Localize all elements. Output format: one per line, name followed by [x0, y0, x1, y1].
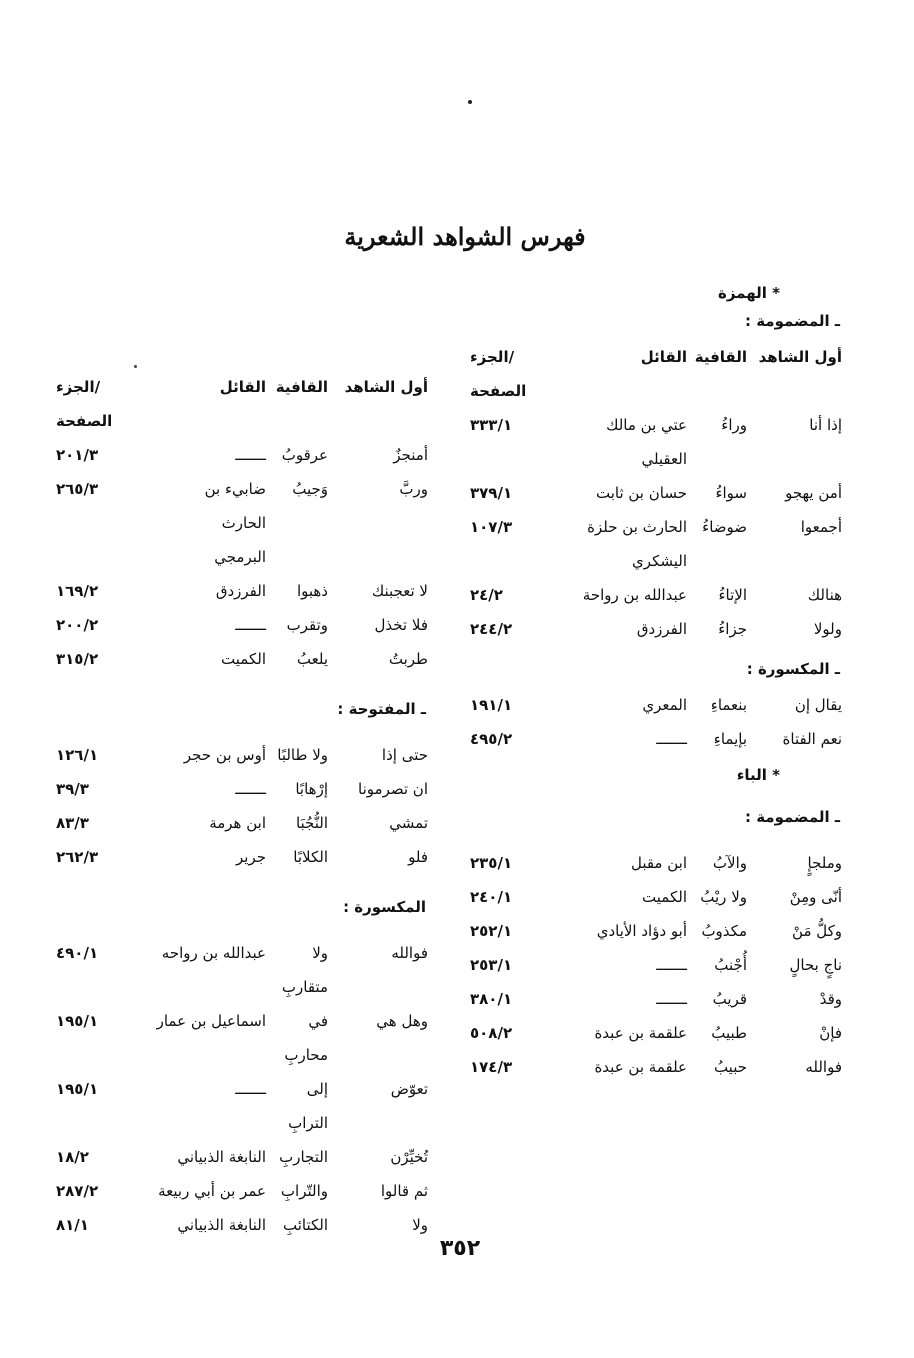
- poet-cell: جرير: [236, 848, 266, 866]
- header-vol-page: الجزء/: [470, 348, 515, 366]
- rhyme-cell: بنعماءِ: [710, 696, 747, 714]
- first-verse-cell: ناجٍ بحالٍ: [789, 956, 842, 974]
- column-headers-left-line2: [56, 404, 428, 438]
- index-row: [470, 1016, 842, 1050]
- poet-cell: الفرزدق: [215, 582, 266, 600]
- vol-page-cell: ٤٩٥/٢: [470, 730, 513, 748]
- subsection-ba-madmuma: ـ المضمومة :: [744, 808, 840, 826]
- poet-cell: علقمة بن عبدة: [594, 1058, 687, 1076]
- ba-madmuma-cont-list: [56, 438, 428, 676]
- vol-page-cell: [470, 442, 542, 476]
- poet-cell: الكميت: [642, 888, 687, 906]
- rhyme-cell: بإيماءِ: [713, 730, 747, 748]
- vol-page-cell: ١٩١/١: [470, 696, 513, 714]
- index-row: [470, 612, 842, 646]
- index-row: [56, 1072, 428, 1140]
- rhyme-cell: [266, 540, 328, 574]
- poet-cell: اسماعيل بن عمار: [156, 1012, 266, 1030]
- poet-cell: الفرزدق: [636, 620, 687, 638]
- vol-page-cell: ١٩٥/١: [56, 1012, 99, 1030]
- rhyme-cell: الإتاءُ: [718, 586, 747, 604]
- poet-cell: النابغة الذبياني: [177, 1216, 266, 1234]
- first-verse-cell: وقدْ: [819, 990, 842, 1008]
- poet-cell: أوس بن حجر: [183, 746, 266, 764]
- vol-page-cell: ٣٨٠/١: [470, 990, 513, 1008]
- index-row: [470, 914, 842, 948]
- poet-cell: ـــــــ: [235, 1080, 266, 1098]
- header-poet: القائل: [640, 348, 687, 366]
- first-verse-cell: ولولا: [813, 620, 842, 638]
- index-row: [470, 544, 842, 578]
- poet-cell: البرمجي: [214, 548, 266, 566]
- vol-page-cell: ٢٥٣/١: [470, 956, 513, 974]
- vol-page-cell: ٤٩٠/١: [56, 944, 99, 962]
- ba-madmuma-list: [470, 846, 842, 1084]
- section-hamza: * الهمزة: [718, 284, 780, 302]
- index-row: [56, 936, 428, 1004]
- ba-maftuha-list: [56, 738, 428, 874]
- poet-cell: المعري: [642, 696, 687, 714]
- rhyme-cell: [687, 544, 747, 578]
- poet-cell: ـــــــ: [656, 956, 687, 974]
- poet-cell: العقيلي: [641, 450, 687, 468]
- poet-cell: ابن هرمة: [209, 814, 266, 832]
- first-verse-cell: وهل هي: [376, 1012, 428, 1030]
- vol-page-cell: ٢٣٥/١: [470, 854, 513, 872]
- vol-page-cell: [56, 540, 126, 574]
- rhyme-cell: سواءُ: [715, 484, 747, 502]
- rhyme-cell: وتقرب: [286, 616, 328, 634]
- poet-cell: الكميت: [221, 650, 266, 668]
- header-vol-page: الجزء/: [56, 378, 101, 396]
- vol-page-cell: ١٦٩/٢: [56, 582, 99, 600]
- index-row: [56, 1208, 428, 1242]
- rhyme-cell: ذهبوا: [296, 582, 328, 600]
- index-row: [470, 476, 842, 510]
- first-verse-cell: فإنْ: [819, 1024, 842, 1042]
- rhyme-cell: حبيبُ: [713, 1058, 747, 1076]
- index-row: [470, 880, 842, 914]
- index-row: [56, 642, 428, 676]
- index-row: [470, 846, 842, 880]
- index-row: [470, 442, 842, 476]
- index-row: [470, 982, 842, 1016]
- vol-page-cell: ٢٠١/٣: [56, 446, 99, 464]
- index-row: [56, 1140, 428, 1174]
- poet-cell: عبدالله بن رواحه: [161, 944, 266, 962]
- first-verse-cell: أنّى ومِنْ: [789, 888, 842, 906]
- rhyme-cell: ولا متقاربِ: [281, 944, 328, 996]
- index-row: [470, 578, 842, 612]
- rhyme-cell: ضوضاءُ: [702, 518, 747, 536]
- poet-cell: ضابيء بن: [204, 480, 266, 498]
- first-verse-cell: فوالله: [805, 1058, 842, 1076]
- index-row: [56, 1004, 428, 1072]
- first-verse-cell: وملجإٍ: [807, 854, 842, 872]
- index-row: [470, 408, 842, 442]
- first-verse-cell: [328, 506, 428, 540]
- vol-page-cell: ٣٩/٣: [56, 780, 89, 798]
- subsection-hamza-maksura: ـ المكسورة :: [746, 660, 840, 678]
- first-verse-cell: ولا: [412, 1216, 428, 1234]
- header-rhyme: القافية: [275, 378, 328, 396]
- top-dot: [468, 100, 472, 104]
- column-headers-line2: [470, 374, 842, 408]
- header-poet: القائل: [219, 378, 266, 396]
- header-first-verse: أول الشاهد: [758, 348, 842, 366]
- poet-cell: اليشكري: [632, 552, 687, 570]
- vol-page-cell: ١٩٥/١: [56, 1080, 99, 1098]
- ba-maksura-list: [56, 936, 428, 1242]
- index-row: [56, 840, 428, 874]
- subsection-hamza-madmuma: ـ المضمومة :: [744, 312, 840, 330]
- header-rhyme: القافية: [694, 348, 747, 366]
- section-ba: * الباء: [736, 766, 780, 784]
- poet-cell: عتي بن مالك: [606, 416, 687, 434]
- index-row: [56, 608, 428, 642]
- index-row: [470, 948, 842, 982]
- rhyme-cell: وراءُ: [721, 416, 747, 434]
- rhyme-cell: والتّرابِ: [280, 1182, 328, 1200]
- column-headers: [470, 340, 842, 374]
- first-verse-cell: فلا تخذل: [374, 616, 428, 634]
- vol-page-cell: ١٢٦/١: [56, 746, 99, 764]
- poet-cell: أبو دؤاد الأيادي: [596, 922, 687, 940]
- vol-page-cell: ٢٨٧/٢: [56, 1182, 99, 1200]
- left-column: [56, 370, 428, 1242]
- rhyme-cell: عرقوبُ: [281, 446, 328, 464]
- rhyme-cell: ولا طالبًا: [277, 746, 328, 764]
- vol-page-cell: ٢٠٠/٢: [56, 616, 99, 634]
- poet-cell: الحارث: [221, 514, 266, 532]
- rhyme-cell: يلعبُ: [296, 650, 328, 668]
- poet-cell: عمر بن أبي ربيعة: [158, 1182, 266, 1200]
- poet-cell: ـــــــ: [235, 780, 266, 798]
- hamza-maksura-list: [470, 688, 842, 756]
- first-verse-cell: وربَّ: [399, 480, 428, 498]
- rhyme-cell: في محاربِ: [284, 1012, 328, 1064]
- index-row: [56, 772, 428, 806]
- vol-page-cell: ١٠٧/٣: [470, 518, 513, 536]
- rhyme-cell: الكتائبِ: [282, 1216, 328, 1234]
- poet-cell: ابن مقبل: [630, 854, 687, 872]
- column-headers-left: [56, 370, 428, 404]
- first-verse-cell: حتى إذا: [381, 746, 428, 764]
- vol-page-cell: ٢٦٢/٣: [56, 848, 99, 866]
- vol-page-cell: ٣٣٣/١: [470, 416, 513, 434]
- vol-page-cell: ٣١٥/٢: [56, 650, 99, 668]
- rhyme-cell: إرْهابًا: [295, 780, 328, 798]
- index-row: [470, 1050, 842, 1084]
- rhyme-cell: إلى الترابِ: [288, 1080, 328, 1132]
- right-column: [470, 284, 842, 1084]
- first-verse-cell: أمن يهجو: [785, 484, 842, 502]
- vol-page-cell: ٣٧٩/١: [470, 484, 513, 502]
- vol-page-cell: ٢٤٠/١: [470, 888, 513, 906]
- vol-page-cell: [56, 506, 126, 540]
- poet-cell: النابغة الذبياني: [177, 1148, 266, 1166]
- vol-page-cell: ٢٤/٢: [470, 586, 503, 604]
- first-verse-cell: هنالك: [807, 586, 842, 604]
- vol-page-cell: [470, 544, 542, 578]
- rhyme-cell: مكذوبُ: [701, 922, 747, 940]
- first-verse-cell: تُخيِّرْن: [390, 1148, 428, 1166]
- first-verse-cell: يقال إن: [794, 696, 842, 714]
- vol-page-cell: ٢٦٥/٣: [56, 480, 99, 498]
- poet-cell: ـــــــ: [656, 730, 687, 748]
- vol-page-cell: ٢٤٤/٢: [470, 620, 513, 638]
- first-verse-cell: [328, 540, 428, 574]
- first-verse-cell: طربتُ: [388, 650, 428, 668]
- page-number: ٣٥٢: [439, 1236, 481, 1261]
- subsection-ba-maftuha: ـ المفتوحة :: [337, 700, 426, 718]
- first-verse-cell: ثم قالوا: [380, 1182, 428, 1200]
- vol-page-cell: ٢٥٢/١: [470, 922, 513, 940]
- vol-page-cell: ١٧٤/٣: [470, 1058, 513, 1076]
- index-row: [56, 506, 428, 540]
- first-verse-cell: فلو: [408, 848, 428, 866]
- index-row: [56, 540, 428, 574]
- first-verse-cell: نعم الفتاة: [782, 730, 842, 748]
- poet-cell: علقمة بن عبدة: [594, 1024, 687, 1042]
- header-page: الصفحة: [470, 382, 527, 400]
- first-verse-cell: وكلُّ مَنْ: [792, 922, 842, 940]
- rhyme-cell: ولا ريْبُ: [700, 888, 747, 906]
- rhyme-cell: قريبُ: [712, 990, 747, 1008]
- index-row: [56, 438, 428, 472]
- first-verse-cell: تعوّض: [390, 1080, 428, 1098]
- first-verse-cell: [747, 544, 842, 578]
- first-verse-cell: فوالله: [391, 944, 428, 962]
- hamza-madmuma-list: [470, 408, 842, 646]
- poet-cell: حسان بن ثابت: [595, 484, 687, 502]
- rhyme-cell: جزاءُ: [718, 620, 747, 638]
- first-verse-cell: [747, 442, 842, 476]
- poet-cell: ـــــــ: [656, 990, 687, 1008]
- rhyme-cell: أُجْنبُ: [714, 956, 747, 974]
- first-verse-cell: لا تعجبنك: [371, 582, 428, 600]
- index-row: [56, 574, 428, 608]
- rhyme-cell: طبيبُ: [711, 1024, 747, 1042]
- first-verse-cell: أجمعوا: [800, 518, 842, 536]
- first-verse-cell: ان تصرمونا: [358, 780, 428, 798]
- first-verse-cell: أمنجزٌ: [393, 446, 428, 464]
- poet-cell: ـــــــ: [235, 616, 266, 634]
- index-row: [56, 472, 428, 506]
- rhyme-cell: [266, 506, 328, 540]
- first-verse-cell: إذا أنا: [809, 416, 842, 434]
- poet-cell: ـــــــ: [235, 446, 266, 464]
- rhyme-cell: التجاربِ: [279, 1148, 328, 1166]
- index-row: [470, 722, 842, 756]
- rhyme-cell: وَجيبُ: [292, 480, 328, 498]
- rhyme-cell: [687, 442, 747, 476]
- poet-cell: الحارث بن حلزة: [587, 518, 687, 536]
- rhyme-cell: الكلابًا: [293, 848, 328, 866]
- vol-page-cell: ٥٠٨/٢: [470, 1024, 513, 1042]
- subsection-ba-maksura: المكسورة :: [343, 898, 426, 916]
- header-first-verse: أول الشاهد: [344, 378, 428, 396]
- index-row: [56, 738, 428, 772]
- vol-page-cell: ٨٣/٣: [56, 814, 89, 832]
- stray-mark: [134, 365, 137, 368]
- index-row: [470, 510, 842, 544]
- poet-cell: عبدالله بن رواحة: [582, 586, 687, 604]
- header-page: الصفحة: [56, 412, 113, 430]
- rhyme-cell: النُّجُبَا: [295, 814, 328, 832]
- index-row: [470, 688, 842, 722]
- index-row: [56, 1174, 428, 1208]
- first-verse-cell: تمشي: [389, 814, 428, 832]
- vol-page-cell: ٨١/١: [56, 1216, 89, 1234]
- page-title: فهرس الشواهد الشعرية: [344, 222, 586, 251]
- vol-page-cell: ١٨/٢: [56, 1148, 89, 1166]
- index-row: [56, 806, 428, 840]
- rhyme-cell: والآبُ: [712, 854, 747, 872]
